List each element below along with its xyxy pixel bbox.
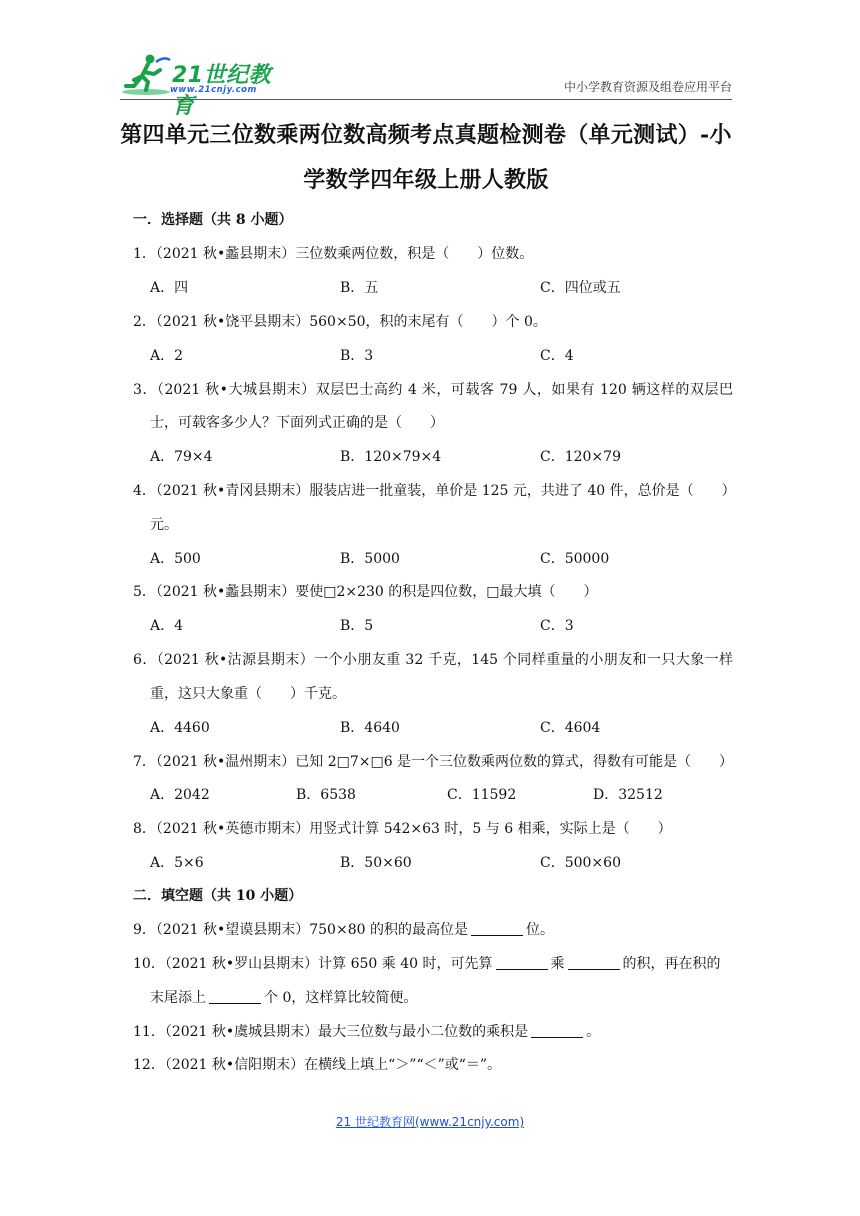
question-4: 4．（2021 秋•青冈县期末）服装店进一批童装，单价是 125 元，共进了 40 件，总价是（ ）: [133, 483, 736, 499]
option-c: C．120×79: [540, 449, 621, 465]
option-c: C．4604: [540, 720, 601, 736]
question-5: 5．（2021 秋•蠡县期末）要使□2×230 的积是四位数，□最大填（ ）: [133, 584, 598, 600]
option-a: A．500: [150, 551, 201, 567]
question-6-continued: 重，这只大象重（ ）千克。: [150, 686, 346, 702]
option-c: C．4: [540, 348, 574, 364]
option-c: C．四位或五: [540, 280, 621, 296]
option-b: B．4640: [340, 720, 400, 736]
platform-label: 中小学教育资源及组卷应用平台: [563, 80, 732, 94]
question-11-text: 11．（2021 秋•虞城县期末）最大三位数与最小二位数的乘积是: [133, 1024, 529, 1040]
answer-blank: [209, 989, 261, 1004]
question-7: 7．（2021 秋•温州期末）已知 2□7×□6 是一个三位数乘两位数的算式，得数有可能是（ ）: [133, 754, 734, 770]
title-line-2: 学数学四年级上册人教版: [303, 167, 549, 193]
option-b: B．3: [340, 348, 374, 364]
question-10-text-end: 的积，再在积的: [622, 956, 721, 972]
option-b: B．5: [340, 618, 374, 634]
option-a: A．2: [150, 348, 184, 364]
option-a: A．2042: [150, 787, 210, 803]
logo: [120, 52, 290, 119]
question-2: 2．（2021 秋•饶平县期末）560×50，积的末尾有（ ）个 0。: [133, 314, 547, 330]
question-12: 12．（2021 秋•信阳期末）在横线上填上“＞”“＜”或“＝”。: [133, 1057, 502, 1073]
question-10-text: 10．（2021 秋•罗山县期末）计算 650 乘 40 时，可先算: [133, 956, 493, 972]
option-c: C．3: [540, 618, 574, 634]
question-9-text: 9．（2021 秋•望谟县期末）750×80 的积的最高位是: [133, 922, 468, 938]
footer-link[interactable]: 21 世纪教育网(www.21cnjy.com): [335, 1115, 525, 1129]
question-3: 3．（2021 秋•大城县期末）双层巴士高约 4 米，可载客 79 人，如果有 120 辆这样的双层巴: [133, 382, 733, 398]
option-b: B．120×79×4: [340, 449, 442, 465]
option-a: A．4: [150, 618, 184, 634]
page-footer: [0, 1113, 860, 1130]
logo-url: www.21cnjy.com: [170, 85, 257, 95]
page-header: [120, 52, 732, 119]
question-10-cont-end: 个 0，这样算比较简便。: [264, 990, 418, 1006]
question-11: [133, 1021, 733, 1041]
option-c: C．500×60: [540, 855, 621, 871]
answer-blank: [471, 921, 523, 936]
answer-blank: [531, 1023, 583, 1038]
question-10-text-mid: 乘: [550, 956, 565, 972]
option-c: C．50000: [540, 551, 610, 567]
option-b: B．50×60: [340, 855, 412, 871]
question-10-continued: [150, 987, 417, 1007]
title-line-1: 第四单元三位数乘两位数高频考点真题检测卷（单元测试）-小: [120, 122, 732, 148]
option-b: B．6538: [296, 787, 356, 803]
question-10-cont-text: 末尾添上: [150, 990, 206, 1006]
runner-logo-icon: [120, 52, 172, 98]
option-a: A．4460: [150, 720, 210, 736]
question-4-continued: 元。: [150, 517, 178, 533]
section-heading-fill: 二．填空题（共 10 小题）: [133, 888, 303, 904]
answer-blank: [496, 955, 548, 970]
question-8: 8．（2021 秋•英德市期末）用竖式计算 542×63 时，5 与 6 相乘，实际上是（ ）: [133, 821, 672, 837]
option-c: C．11592: [447, 787, 517, 803]
question-9-text-end: 位。: [525, 922, 554, 938]
option-a: A．79×4: [150, 449, 213, 465]
header-divider: [120, 99, 732, 100]
logo-text: 21世纪教育: [172, 63, 272, 119]
question-3-continued: 士，可载客多少人？下面列式正确的是（ ）: [150, 415, 444, 431]
section-heading-choice: 一．选择题（共 8 小题）: [133, 212, 293, 228]
question-11-text-end: 。: [586, 1024, 601, 1040]
question-10: [133, 953, 733, 973]
option-b: B．5000: [340, 551, 400, 567]
question-6: 6．（2021 秋•沽源县期末）一个小朋友重 32 千克，145 个同样重量的小朋友和一只大象一样: [133, 652, 733, 668]
option-a: A．5×6: [150, 855, 204, 871]
question-1: 1．（2021 秋•蠡县期末）三位数乘两位数，积是（ ）位数。: [133, 246, 534, 262]
option-b: B．五: [340, 280, 379, 296]
option-d: D．32512: [593, 787, 663, 803]
answer-blank: [568, 955, 620, 970]
question-9: [133, 919, 733, 939]
option-a: A．四: [150, 280, 189, 296]
